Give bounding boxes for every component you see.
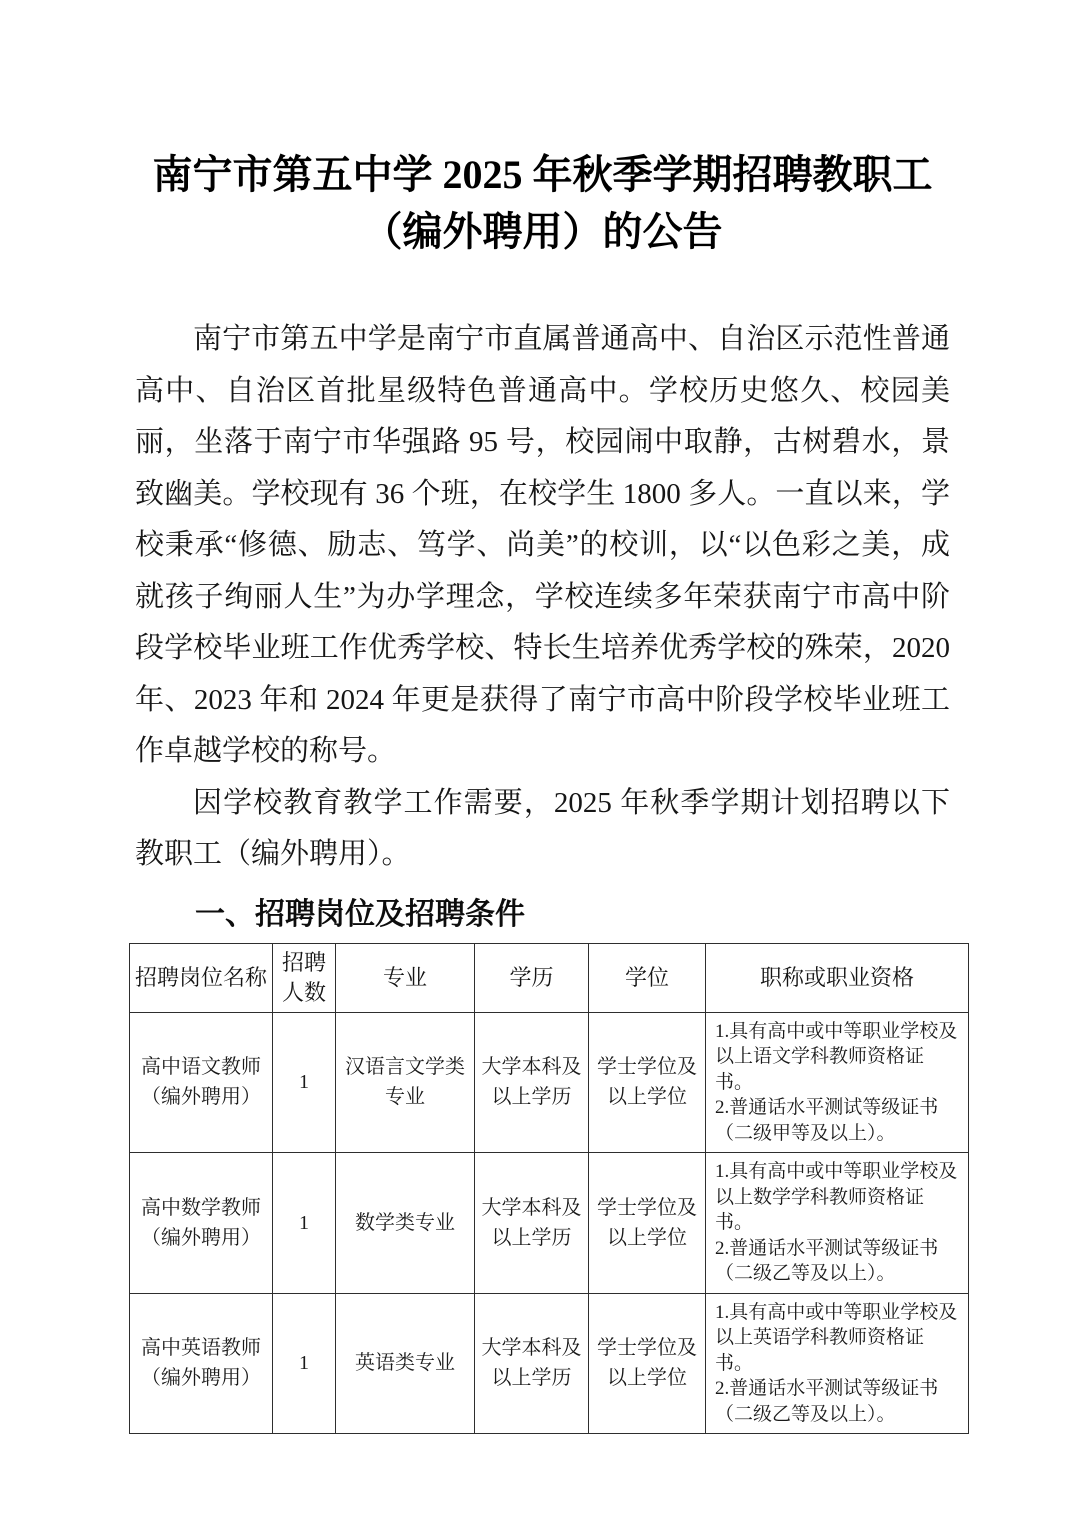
column-header-major: 专业 <box>336 943 475 1012</box>
column-header-qualifications: 职称或职业资格 <box>706 943 969 1012</box>
headcount-cell: 1 <box>273 1153 336 1294</box>
degree-cell: 学士学位及以上学位 <box>589 1012 706 1153</box>
qualification-item-2: 2.普通话水平测试等级证书（二级乙等及以上）。 <box>715 1237 939 1284</box>
table-header-row <box>130 943 969 1012</box>
headcount-cell: 1 <box>273 1012 336 1153</box>
education-cell: 大学本科及以上学历 <box>475 1293 589 1434</box>
major-cell: 汉语言文学类专业 <box>336 1012 475 1153</box>
qualifications-cell <box>706 1293 969 1434</box>
column-header-education: 学历 <box>475 943 589 1012</box>
document-title-line-1: 南宁市第五中学 2025 年秋季学期招聘教职工 <box>152 152 933 197</box>
qualifications-cell <box>706 1012 969 1153</box>
document-title <box>135 146 950 260</box>
headcount-cell: 1 <box>273 1293 336 1434</box>
column-header-degree: 学位 <box>589 943 706 1012</box>
recruitment-plan-paragraph: 因学校教育教学工作需要，2025 年秋季学期计划招聘以下教职工（编外聘用）。 <box>135 786 950 870</box>
major-cell: 数学类专业 <box>336 1153 475 1294</box>
position-cell: 高中语文教师（编外聘用） <box>130 1012 273 1153</box>
education-cell: 大学本科及以上学历 <box>475 1012 589 1153</box>
document-title-line-2: （编外聘用）的公告 <box>362 209 723 254</box>
qualification-item-2: 2.普通话水平测试等级证书（二级乙等及以上）。 <box>715 1378 939 1425</box>
position-cell: 高中英语教师（编外聘用） <box>130 1293 273 1434</box>
qualifications-cell <box>706 1153 969 1294</box>
intro-paragraph: 南宁市第五中学是南宁市直属普通高中、自治区示范性普通高中、自治区首批星级特色普通高中。学校历史悠久、校园美丽，坐落于南宁市华强路 95 号，校园闹中取静，古树碧水，景致幽美。学校现有 36 个班，在校学生 1800 多人。一直以来，学校秉承“修德、励志、笃学、尚美”的校训，以“以色彩之美，成就孩子绚丽人生”为办学理念，学校连续多年荣获南宁市高中阶段学校毕业班工作优秀学校、特长生培养优秀学校的殊荣，2020 年、2023 年和 2024 年更是获得了南宁市高中阶段学校毕业班工作卓越学校的称号。 <box>135 323 950 767</box>
qualification-item-2: 2.普通话水平测试等级证书（二级甲等及以上）。 <box>715 1097 939 1144</box>
degree-cell: 学士学位及以上学位 <box>589 1293 706 1434</box>
recruitment-table <box>129 943 969 1435</box>
degree-cell: 学士学位及以上学位 <box>589 1153 706 1294</box>
major-cell: 英语类专业 <box>336 1293 475 1434</box>
column-header-headcount: 招聘人数 <box>273 943 336 1012</box>
position-cell: 高中数学教师（编外聘用） <box>130 1153 273 1294</box>
table-row-english-teacher <box>130 1293 969 1434</box>
column-header-position: 招聘岗位名称 <box>130 943 273 1012</box>
qualification-item-1: 1.具有高中或中等职业学校及以上语文学科教师资格证书。 <box>715 1020 958 1093</box>
table-row-math-teacher <box>130 1153 969 1294</box>
education-cell: 大学本科及以上学历 <box>475 1153 589 1294</box>
table-row-chinese-teacher <box>130 1012 969 1153</box>
qualification-item-1: 1.具有高中或中等职业学校及以上数学学科教师资格证书。 <box>715 1161 958 1233</box>
section-heading-positions: 一、招聘岗位及招聘条件 <box>195 897 525 931</box>
qualification-item-1: 1.具有高中或中等职业学校及以上英语学科教师资格证书。 <box>715 1301 958 1374</box>
